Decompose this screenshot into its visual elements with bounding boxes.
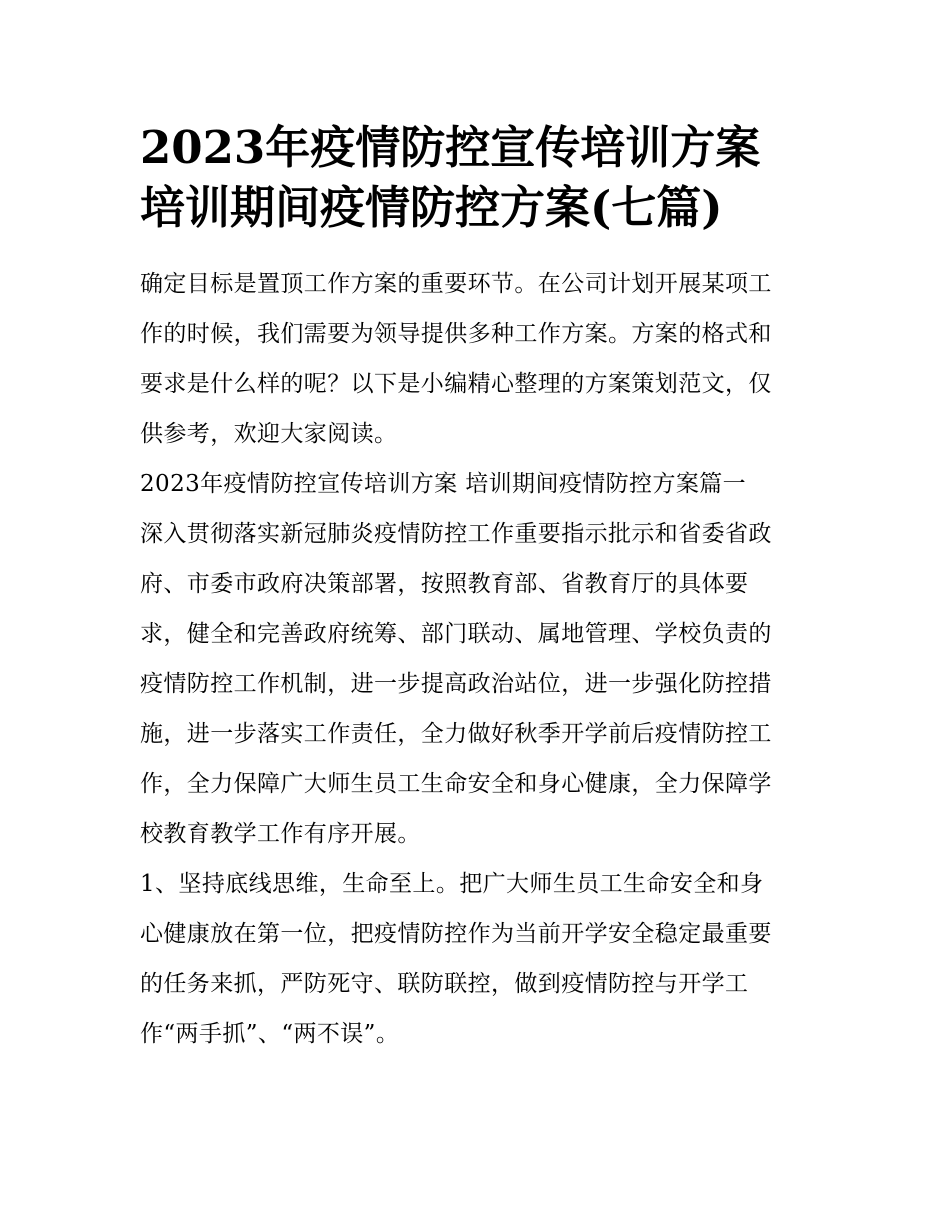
text-line: 1、坚持底线思维，生命至上。把广大师生员工生命安全和身	[140, 871, 764, 897]
text-line: 的任务来抓，严防死守、联防联控，做到疫情防控与开学工	[140, 971, 749, 997]
text-line: 作的时候，我们需要为领导提供多种工作方案。方案的格式和	[140, 321, 772, 347]
section-paragraph	[140, 509, 812, 859]
text-line: 施，进一步落实工作责任，全力做好秋季开学前后疫情防控工	[140, 721, 772, 747]
text-line: 深入贯彻落实新冠肺炎疫情防控工作重要指示批示和省委省政	[140, 521, 772, 547]
text-line: 确定目标是置顶工作方案的重要环节。在公司计划开展某项工	[140, 271, 772, 297]
document-title	[140, 118, 812, 238]
intro-paragraph	[140, 259, 812, 459]
section-heading	[140, 459, 812, 509]
text-line: 求，健全和完善政府统筹、部门联动、属地管理、学校负责的	[140, 621, 772, 647]
text-line: 心健康放在第一位，把疫情防控作为当前开学安全稳定最重要	[140, 921, 772, 947]
title-line: 2023年疫情防控宣传培训方案	[140, 121, 761, 174]
text-line: 疫情防控工作机制，进一步提高政治站位，进一步强化防控措	[140, 671, 772, 697]
title-line: 培训期间疫情防控方案(七篇)	[140, 181, 723, 234]
document-body	[140, 118, 812, 1059]
text-line: 作“两手抓”、“两不误”。	[140, 1021, 400, 1047]
list-item-paragraph	[140, 859, 812, 1059]
text-line: 作，全力保障广大师生员工生命安全和身心健康，全力保障学	[140, 771, 772, 797]
text-line: 要求是什么样的呢？以下是小编精心整理的方案策划范文，仅	[140, 371, 772, 397]
text-line: 供参考，欢迎大家阅读。	[140, 421, 398, 447]
text-line: 校教育教学工作有序开展。	[140, 821, 421, 847]
text-line: 2023年疫情防控宣传培训方案 培训期间疫情防控方案篇一	[140, 471, 747, 497]
text-line: 府、市委市政府决策部署，按照教育部、省教育厅的具体要	[140, 571, 749, 597]
